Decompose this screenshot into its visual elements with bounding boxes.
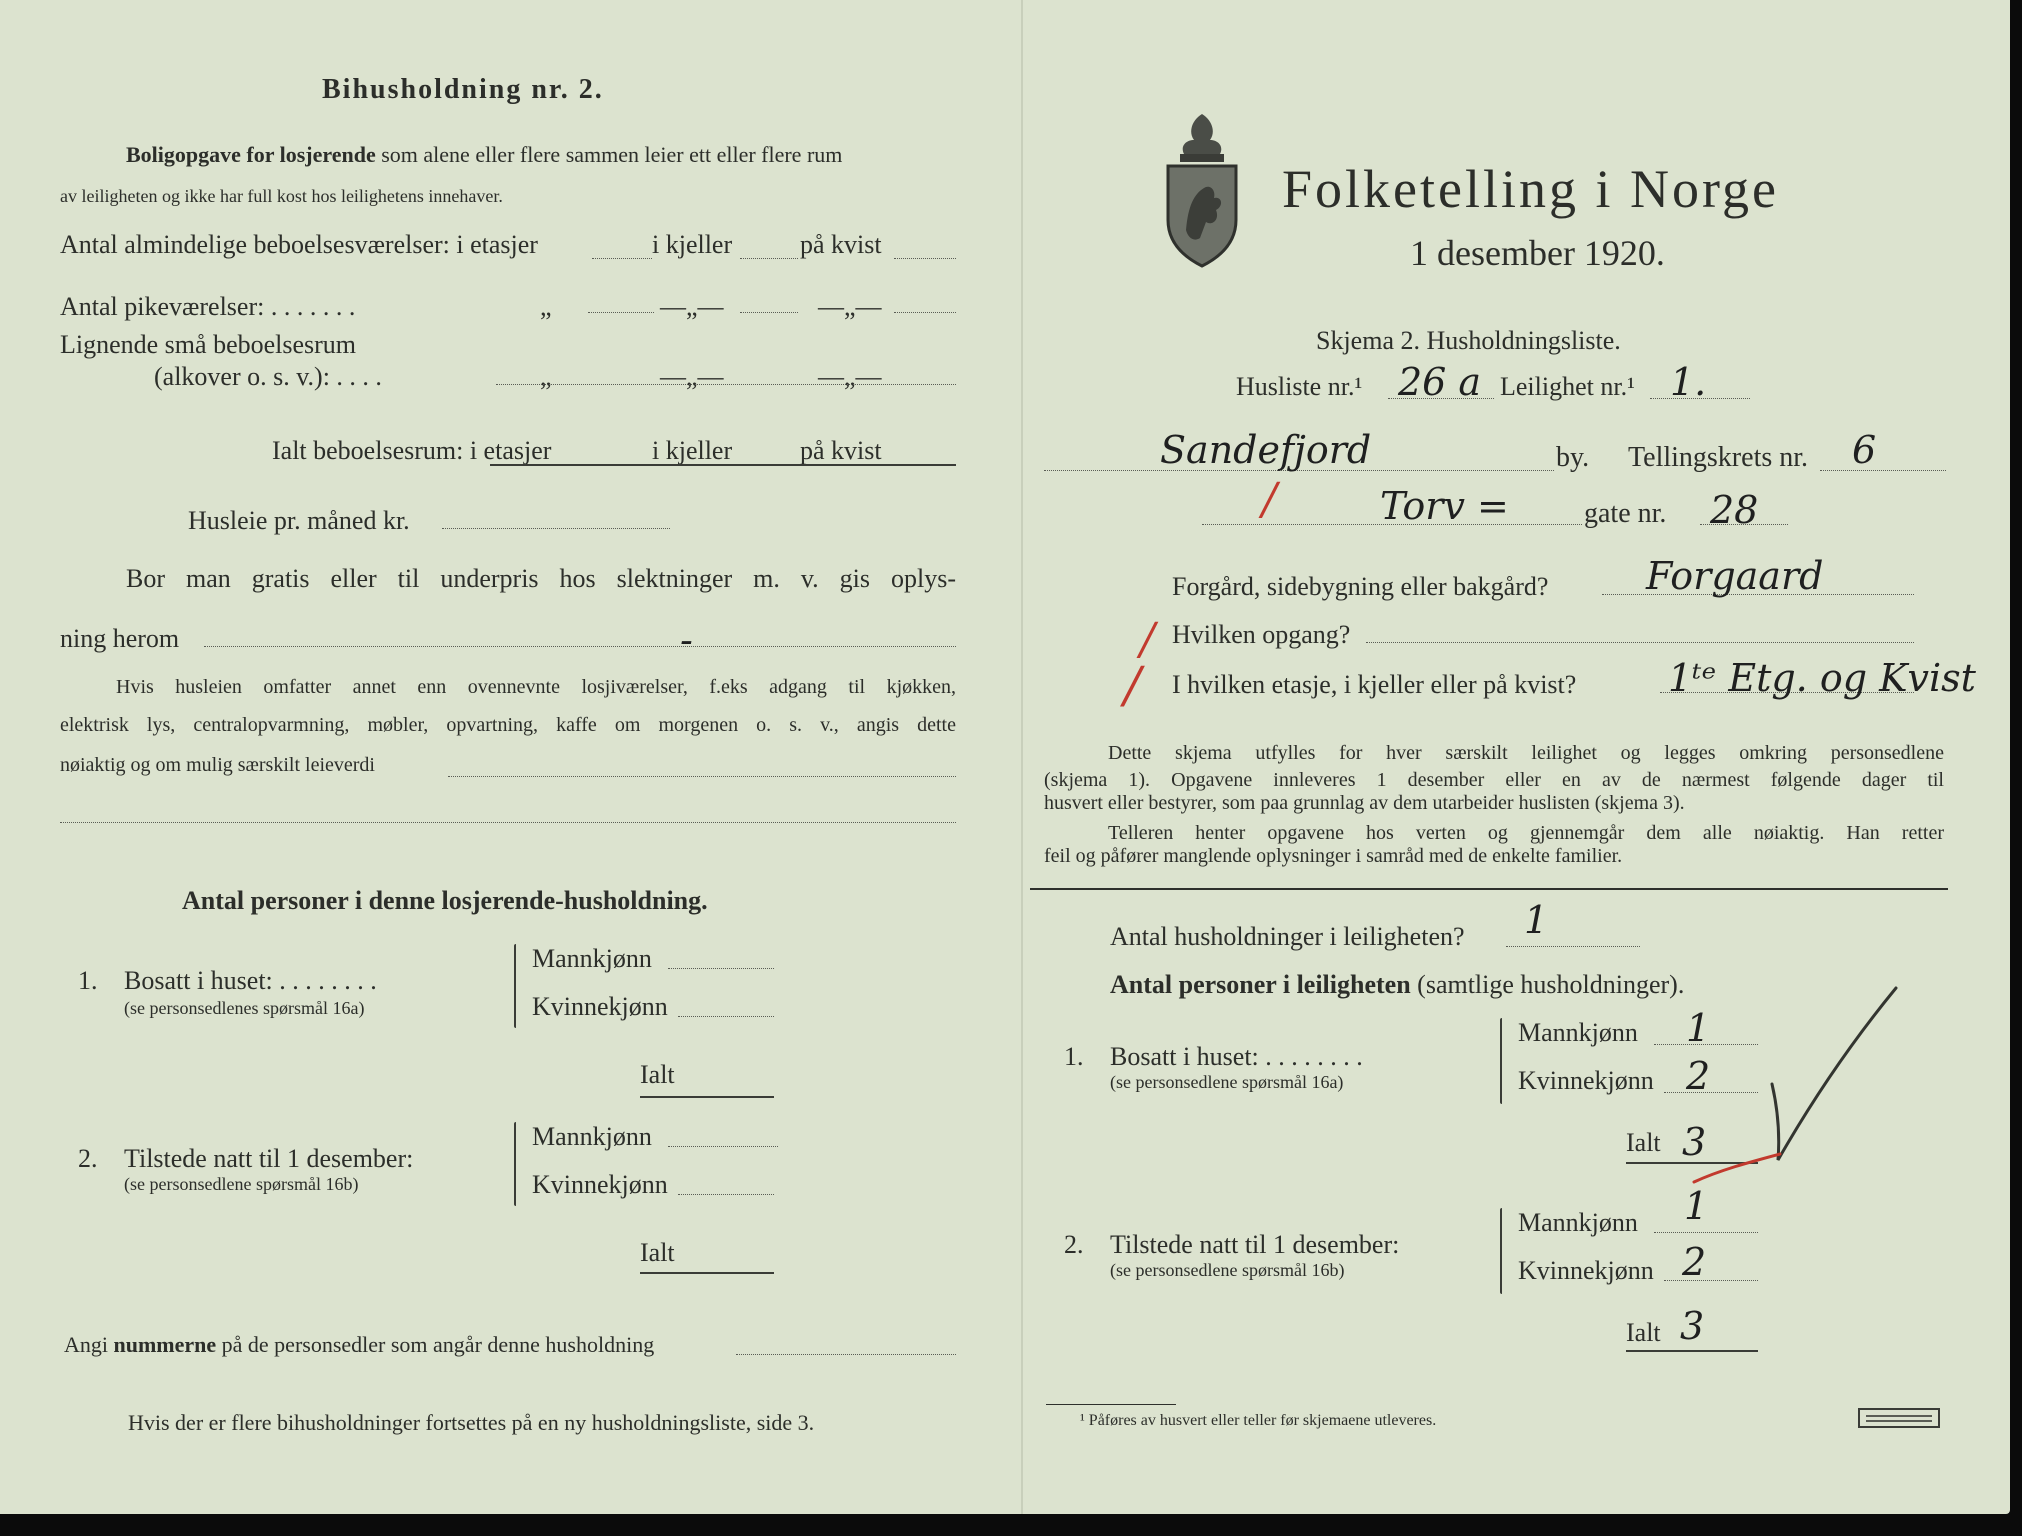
right-q1-male-label: Mannkjønn: [1518, 1018, 1638, 1047]
left-q1-label: Bosatt i huset: . . . . . . . .: [124, 966, 377, 995]
info-line-3: husvert eller bestyrer, som paa grunnlag av dem utarbeider huslisten (skjema 3).: [1044, 792, 1685, 814]
left-q1-number: 1.: [78, 966, 98, 995]
free-text-line-1: Bor man gratis eller til underpris hos slektninger m. v. gis oplys-: [126, 564, 956, 593]
right-q2-brace: [1500, 1208, 1502, 1294]
rooms-label: Antal almindelige beboelsesværelser: i etasjer: [60, 230, 538, 259]
leilighet-value: 1.: [1670, 360, 1707, 404]
forgard-value: Forgaard: [1646, 554, 1824, 598]
free-text-line-2: ning herom: [60, 624, 180, 653]
red-check-mark-2: /: [1140, 614, 1155, 665]
norway-coat-of-arms-icon: [1158, 110, 1246, 268]
total-rooms-kvist-label: på kvist: [800, 436, 882, 465]
page-fold: [1021, 0, 1023, 1514]
intro-line-1: Boligopgave for losjerende som alene eller flere sammen leier ett eller flere rum: [126, 142, 843, 167]
street-value: Torv =: [1380, 484, 1509, 528]
left-q1-male-field[interactable]: [668, 968, 774, 969]
rooms-kvist-field[interactable]: [894, 258, 956, 259]
small-ditto-2: —„—: [660, 362, 724, 391]
extra-value-field[interactable]: [448, 776, 956, 777]
schema-label: Skjema 2. Husholdningsliste.: [1316, 326, 1621, 355]
rent-field[interactable]: [442, 528, 670, 529]
extra-line-2: elektrisk lys, centralopvarmning, møbler, opvartning, kaffe om morgenen o. s. v., angis dette: [60, 714, 956, 736]
rooms-etasjer-field[interactable]: [592, 258, 652, 259]
total-rooms-label: Ialt beboelsesrum: i etasjer: [272, 436, 552, 465]
left-q2-total-field[interactable]: [640, 1272, 774, 1274]
pike-ditto-3: —„—: [818, 292, 882, 321]
right-q2-female-value: 2: [1682, 1240, 1707, 1284]
city-value: Sandefjord: [1160, 428, 1372, 472]
left-q2-label: Tilstede natt til 1 desember:: [124, 1144, 414, 1173]
leilighet-label: Leilighet nr.¹: [1500, 372, 1635, 401]
left-q1-male-label: Mannkjønn: [532, 944, 652, 973]
right-q1-sub: (se personsedlene spørsmål 16a): [1110, 1072, 1344, 1092]
etasje-label: I hvilken etasje, i kjeller eller på kvist?: [1172, 670, 1577, 699]
rent-label: Husleie pr. måned kr.: [188, 506, 410, 535]
info-line-4: Telleren henter opgavene hos verten og gjennemgår dem alle nøiaktig. Han retter: [1108, 822, 1944, 844]
right-q1-total-value: 3: [1682, 1120, 1707, 1164]
total-rooms-field[interactable]: [490, 464, 956, 466]
by-label: by.: [1556, 442, 1590, 473]
footnote: ¹ Påføres av husvert eller teller før skjemaene utleveres.: [1080, 1412, 1437, 1429]
left-persons-heading: Antal personer i denne losjerende-husholdning.: [182, 886, 708, 915]
free-text-value: -: [680, 618, 693, 662]
extra-line-3: nøiaktig og om mulig særskilt leieverdi: [60, 754, 375, 776]
right-q2-female-field[interactable]: [1664, 1280, 1758, 1281]
pike-ditto-2: —„—: [660, 292, 724, 321]
small-ditto-1: „: [540, 362, 552, 391]
pike-label: Antal pikeværelser: . . . . . . .: [60, 292, 356, 321]
small-ditto-3: —„—: [818, 362, 882, 391]
tally-check-mark-icon: [1660, 984, 1900, 1184]
gate-label: gate nr.: [1584, 498, 1667, 529]
left-q2-female-label: Kvinnekjønn: [532, 1170, 668, 1199]
rooms-kjeller-label: i kjeller: [652, 230, 733, 259]
husliste-value: 26 a: [1398, 360, 1482, 404]
etasje-value: 1ᵗᵉ Etg. og Kvist: [1668, 656, 1976, 700]
opgang-label: Hvilken opgang?: [1172, 620, 1351, 649]
right-q1-brace: [1500, 1018, 1502, 1104]
left-q2-total-label: Ialt: [640, 1238, 675, 1267]
left-q2-sub: (se personsedlene spørsmål 16b): [124, 1174, 359, 1194]
intro-line-2: av leiligheten og ikke har full kost hos leilighetens innehaver.: [60, 186, 503, 206]
husliste-label: Husliste nr.¹: [1236, 372, 1363, 401]
right-title: Folketelling i Norge: [1282, 159, 1779, 219]
left-q2-female-field[interactable]: [678, 1194, 774, 1195]
right-q2-male-label: Mannkjønn: [1518, 1208, 1638, 1237]
continue-note: Hvis der er flere bihusholdninger fortsettes på en ny husholdningsliste, side 3.: [128, 1410, 815, 1435]
extra-value-field-2[interactable]: [60, 822, 956, 823]
numbers-field[interactable]: [736, 1354, 956, 1355]
small-rooms-label-2: (alkover o. s. v.): . . . .: [154, 362, 382, 391]
krets-value: 6: [1852, 428, 1877, 472]
right-q1-total-label: Ialt: [1626, 1128, 1661, 1157]
red-check-mark-1: /: [1262, 474, 1277, 525]
left-q1-female-label: Kvinnekjønn: [532, 992, 668, 1021]
info-line-1: Dette skjema utfylles for hver særskilt leilighet og legges omkring personsedlene: [1108, 742, 1944, 764]
right-q2-male-field[interactable]: [1654, 1232, 1758, 1233]
info-line-5: feil og påfører manglende oplysninger i samråd med de enkelte familier.: [1044, 845, 1623, 867]
small-rooms-field[interactable]: [496, 384, 956, 385]
left-q2-male-field[interactable]: [668, 1146, 778, 1147]
right-q1-female-label: Kvinnekjønn: [1518, 1066, 1654, 1095]
printer-stamp-icon: [1858, 1408, 1940, 1428]
right-q2-total-field[interactable]: [1626, 1350, 1758, 1352]
right-q1-male-value: 1: [1686, 1006, 1711, 1050]
households-field[interactable]: [1506, 946, 1640, 947]
right-q2-total-label: Ialt: [1626, 1318, 1661, 1347]
left-title: Bihusholdning nr. 2.: [322, 74, 604, 105]
forgard-label: Forgård, sidebygning eller bakgård?: [1172, 572, 1549, 601]
red-check-mark-3: /: [1124, 656, 1141, 714]
small-rooms-label-1: Lignende små beboelsesrum: [60, 330, 357, 359]
pike-etasjer-field[interactable]: [588, 312, 654, 313]
households-value: 1: [1524, 898, 1549, 942]
gate-value: 28: [1710, 488, 1759, 532]
section-divider: [1030, 888, 1948, 890]
krets-label: Tellingskrets nr.: [1628, 442, 1809, 473]
free-text-field[interactable]: [204, 646, 956, 647]
pike-kvist-field[interactable]: [894, 312, 956, 313]
total-rooms-kjeller-label: i kjeller: [652, 436, 733, 465]
right-q2-total-value: 3: [1680, 1304, 1705, 1348]
rooms-kjeller-field[interactable]: [740, 258, 798, 259]
extra-line-1: Hvis husleien omfatter annet enn ovennevnte losjiværelser, f.eks adgang til kjøkken,: [116, 676, 956, 698]
right-q1-number: 1.: [1064, 1042, 1084, 1071]
left-q1-female-field[interactable]: [678, 1016, 774, 1017]
rooms-kvist-label: på kvist: [800, 230, 882, 259]
right-q2-number: 2.: [1064, 1230, 1084, 1259]
pike-kjeller-field[interactable]: [740, 312, 798, 313]
pike-ditto-1: „: [540, 292, 552, 321]
krets-field[interactable]: [1820, 470, 1946, 471]
right-q2-female-label: Kvinnekjønn: [1518, 1256, 1654, 1285]
left-q1-brace: [514, 944, 516, 1028]
census-date: 1 desember 1920.: [1410, 233, 1665, 273]
footnote-rule: [1046, 1404, 1176, 1405]
left-q2-number: 2.: [78, 1144, 98, 1173]
right-persons-heading: Antal personer i leiligheten (samtlige husholdninger).: [1110, 970, 1685, 999]
left-q1-sub: (se personsedlenes spørsmål 16a): [124, 998, 365, 1018]
numbers-line: Angi nummerne på de personsedler som angår denne husholdning: [64, 1332, 655, 1357]
right-q2-label: Tilstede natt til 1 desember:: [1110, 1230, 1400, 1259]
households-label: Antal husholdninger i leiligheten?: [1110, 922, 1465, 951]
left-q2-brace: [514, 1122, 516, 1206]
left-q2-male-label: Mannkjønn: [532, 1122, 652, 1151]
opgang-field[interactable]: [1366, 642, 1914, 643]
right-q2-male-value: 1: [1684, 1184, 1709, 1228]
right-q2-sub: (se personsedlene spørsmål 16b): [1110, 1260, 1345, 1280]
left-q1-total-label: Ialt: [640, 1060, 675, 1089]
right-q1-female-value: 2: [1686, 1054, 1711, 1098]
right-q1-label: Bosatt i huset: . . . . . . . .: [1110, 1042, 1363, 1071]
left-q1-total-field[interactable]: [640, 1096, 774, 1098]
info-line-2: (skjema 1). Opgavene innleveres 1 desember eller en av de nærmest følgende dager til: [1044, 769, 1944, 791]
